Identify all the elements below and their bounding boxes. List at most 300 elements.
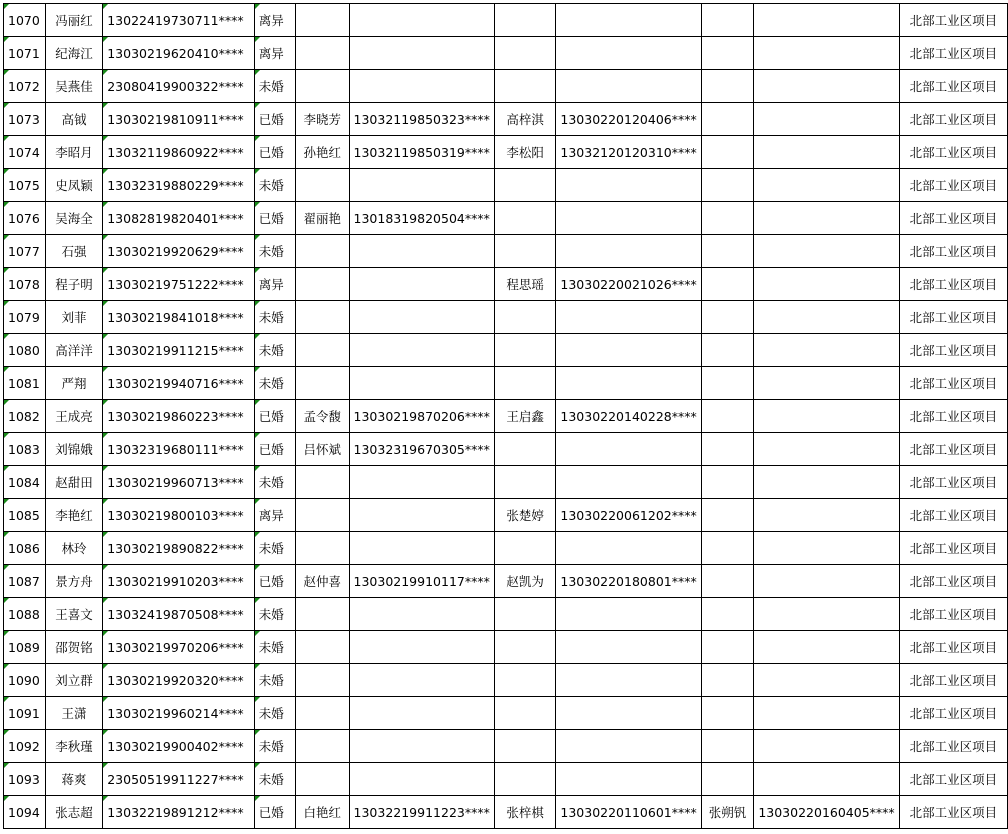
table-row: [4, 631, 1008, 664]
child-name-cell[interactable]: 王启鑫: [494, 400, 556, 433]
child-id-cell[interactable]: 13030220140228****: [556, 400, 701, 433]
marital-status-cell[interactable]: 未婚: [254, 532, 295, 565]
second-child-id-cell[interactable]: [754, 499, 899, 532]
child-name-cell[interactable]: [494, 334, 556, 367]
spouse-name-cell[interactable]: [296, 631, 349, 664]
second-child-id-cell[interactable]: [754, 235, 899, 268]
name-cell[interactable]: 李秋瑾: [45, 730, 102, 763]
second-child-id-cell[interactable]: [754, 433, 899, 466]
spouse-name-cell[interactable]: [296, 70, 349, 103]
bottom-margin: [0, 829, 1008, 834]
marital-status-cell[interactable]: 未婚: [254, 334, 295, 367]
name-cell[interactable]: 刘锦娥: [45, 433, 102, 466]
table-row: [4, 466, 1008, 499]
spouse-name-cell[interactable]: [296, 334, 349, 367]
id-number-cell[interactable]: 13030219960713****: [103, 466, 255, 499]
project-cell[interactable]: 北部工业区项目: [899, 730, 1007, 763]
marital-status-cell[interactable]: 未婚: [254, 169, 295, 202]
project-cell[interactable]: 北部工业区项目: [899, 400, 1007, 433]
row-number-cell[interactable]: 1086: [4, 532, 46, 565]
child-id-cell[interactable]: 13030220180801****: [556, 565, 701, 598]
row-number-cell[interactable]: 1091: [4, 697, 46, 730]
marital-status-cell[interactable]: 离异: [254, 4, 295, 37]
table-row: [4, 598, 1008, 631]
marital-status-cell[interactable]: 离异: [254, 268, 295, 301]
marital-status-cell[interactable]: 已婚: [254, 136, 295, 169]
project-cell[interactable]: 北部工业区项目: [899, 334, 1007, 367]
row-number-cell[interactable]: 1094: [4, 796, 46, 829]
second-child-name-cell[interactable]: [701, 268, 754, 301]
second-child-name-cell[interactable]: [701, 400, 754, 433]
name-cell[interactable]: 王潇: [45, 697, 102, 730]
second-child-name-cell[interactable]: [701, 202, 754, 235]
row-number-cell[interactable]: 1077: [4, 235, 46, 268]
spouse-id-cell[interactable]: [349, 664, 494, 697]
spouse-id-cell[interactable]: [349, 763, 494, 796]
second-child-id-cell[interactable]: [754, 631, 899, 664]
spouse-id-cell[interactable]: [349, 301, 494, 334]
row-number-cell[interactable]: 1082: [4, 400, 46, 433]
table-row: [4, 4, 1008, 37]
spouse-id-cell[interactable]: 13030219870206****: [349, 400, 494, 433]
second-child-name-cell[interactable]: [701, 70, 754, 103]
second-child-name-cell[interactable]: [701, 730, 754, 763]
name-cell[interactable]: 吴燕佳: [45, 70, 102, 103]
spouse-name-cell[interactable]: [296, 697, 349, 730]
second-child-id-cell[interactable]: 13030220160405****: [754, 796, 899, 829]
marital-status-cell[interactable]: 已婚: [254, 796, 295, 829]
table-row: [4, 169, 1008, 202]
child-id-cell[interactable]: [556, 301, 701, 334]
spouse-name-cell[interactable]: [296, 169, 349, 202]
name-cell[interactable]: 吴海全: [45, 202, 102, 235]
name-cell[interactable]: 高钺: [45, 103, 102, 136]
child-name-cell[interactable]: [494, 37, 556, 70]
spouse-id-cell[interactable]: [349, 598, 494, 631]
table-row: [4, 730, 1008, 763]
id-number-cell[interactable]: 13030219920320****: [103, 664, 255, 697]
row-number-cell[interactable]: 1075: [4, 169, 46, 202]
project-cell[interactable]: 北部工业区项目: [899, 103, 1007, 136]
second-child-name-cell[interactable]: [701, 532, 754, 565]
marital-status-cell[interactable]: 已婚: [254, 565, 295, 598]
row-number-cell[interactable]: 1073: [4, 103, 46, 136]
project-cell[interactable]: 北部工业区项目: [899, 466, 1007, 499]
second-child-id-cell[interactable]: [754, 103, 899, 136]
id-number-cell[interactable]: 13030219620410****: [103, 37, 255, 70]
child-name-cell[interactable]: [494, 235, 556, 268]
child-name-cell[interactable]: [494, 433, 556, 466]
spouse-id-cell[interactable]: 13018319820504****: [349, 202, 494, 235]
child-id-cell[interactable]: 13032120120310****: [556, 136, 701, 169]
child-id-cell[interactable]: [556, 37, 701, 70]
child-id-cell[interactable]: 13030220110601****: [556, 796, 701, 829]
child-id-cell[interactable]: [556, 631, 701, 664]
spouse-id-cell[interactable]: [349, 268, 494, 301]
child-id-cell[interactable]: [556, 169, 701, 202]
name-cell[interactable]: 石强: [45, 235, 102, 268]
second-child-id-cell[interactable]: [754, 730, 899, 763]
second-child-id-cell[interactable]: [754, 565, 899, 598]
project-cell[interactable]: 北部工业区项目: [899, 763, 1007, 796]
name-cell[interactable]: 史凤颖: [45, 169, 102, 202]
child-id-cell[interactable]: 13030220120406****: [556, 103, 701, 136]
row-number-cell[interactable]: 1087: [4, 565, 46, 598]
project-cell[interactable]: 北部工业区项目: [899, 268, 1007, 301]
second-child-name-cell[interactable]: [701, 631, 754, 664]
child-name-cell[interactable]: [494, 631, 556, 664]
table-row: [4, 268, 1008, 301]
marital-status-cell[interactable]: 未婚: [254, 70, 295, 103]
marital-status-cell[interactable]: 未婚: [254, 763, 295, 796]
second-child-id-cell[interactable]: [754, 334, 899, 367]
marital-status-cell[interactable]: 离异: [254, 499, 295, 532]
marital-status-cell[interactable]: 已婚: [254, 433, 295, 466]
table-row: [4, 301, 1008, 334]
row-number-cell[interactable]: 1085: [4, 499, 46, 532]
id-number-cell[interactable]: 13030219800103****: [103, 499, 255, 532]
second-child-name-cell[interactable]: [701, 103, 754, 136]
second-child-name-cell[interactable]: [701, 301, 754, 334]
project-cell[interactable]: 北部工业区项目: [899, 532, 1007, 565]
name-cell[interactable]: 林玲: [45, 532, 102, 565]
project-cell[interactable]: 北部工业区项目: [899, 136, 1007, 169]
id-number-cell[interactable]: 13030219911215****: [103, 334, 255, 367]
child-name-cell[interactable]: [494, 4, 556, 37]
spouse-id-cell[interactable]: 13032119850319****: [349, 136, 494, 169]
row-number-cell[interactable]: 1092: [4, 730, 46, 763]
child-id-cell[interactable]: [556, 598, 701, 631]
spouse-id-cell[interactable]: 13032319670305****: [349, 433, 494, 466]
row-number-cell[interactable]: 1072: [4, 70, 46, 103]
row-number-cell[interactable]: 1083: [4, 433, 46, 466]
second-child-name-cell[interactable]: [701, 4, 754, 37]
project-cell[interactable]: 北部工业区项目: [899, 37, 1007, 70]
project-cell[interactable]: 北部工业区项目: [899, 565, 1007, 598]
second-child-id-cell[interactable]: [754, 598, 899, 631]
project-cell[interactable]: 北部工业区项目: [899, 4, 1007, 37]
id-number-cell[interactable]: 13030219900402****: [103, 730, 255, 763]
second-child-name-cell[interactable]: [701, 598, 754, 631]
name-cell[interactable]: 李艳红: [45, 499, 102, 532]
project-cell[interactable]: 北部工业区项目: [899, 433, 1007, 466]
second-child-name-cell[interactable]: [701, 664, 754, 697]
second-child-name-cell[interactable]: [701, 235, 754, 268]
child-id-cell[interactable]: [556, 466, 701, 499]
table-row: [4, 433, 1008, 466]
second-child-id-cell[interactable]: [754, 136, 899, 169]
marital-status-cell[interactable]: 未婚: [254, 301, 295, 334]
id-number-cell[interactable]: 13030219910203****: [103, 565, 255, 598]
marital-status-cell[interactable]: 未婚: [254, 730, 295, 763]
name-cell[interactable]: 刘立群: [45, 664, 102, 697]
project-cell[interactable]: 北部工业区项目: [899, 202, 1007, 235]
project-cell[interactable]: 北部工业区项目: [899, 796, 1007, 829]
id-number-cell[interactable]: 23080419900322****: [103, 70, 255, 103]
child-name-cell[interactable]: 张楚婷: [494, 499, 556, 532]
project-cell[interactable]: 北部工业区项目: [899, 697, 1007, 730]
marital-status-cell[interactable]: 已婚: [254, 202, 295, 235]
child-name-cell[interactable]: 张梓棋: [494, 796, 556, 829]
spouse-name-cell[interactable]: 吕怀斌: [296, 433, 349, 466]
row-number-cell[interactable]: 1084: [4, 466, 46, 499]
id-number-cell[interactable]: 13030219940716****: [103, 367, 255, 400]
project-cell[interactable]: 北部工业区项目: [899, 631, 1007, 664]
row-number-cell[interactable]: 1093: [4, 763, 46, 796]
row-number-cell[interactable]: 1081: [4, 367, 46, 400]
second-child-id-cell[interactable]: [754, 202, 899, 235]
marital-status-cell[interactable]: 未婚: [254, 631, 295, 664]
second-child-id-cell[interactable]: [754, 169, 899, 202]
second-child-id-cell[interactable]: [754, 301, 899, 334]
name-cell[interactable]: 刘菲: [45, 301, 102, 334]
child-id-cell[interactable]: [556, 70, 701, 103]
spouse-id-cell[interactable]: 13032119850323****: [349, 103, 494, 136]
spouse-id-cell[interactable]: [349, 631, 494, 664]
row-number-cell[interactable]: 1089: [4, 631, 46, 664]
name-cell[interactable]: 程子明: [45, 268, 102, 301]
table-row: [4, 532, 1008, 565]
project-cell[interactable]: 北部工业区项目: [899, 664, 1007, 697]
table-row: [4, 664, 1008, 697]
name-cell[interactable]: 王喜文: [45, 598, 102, 631]
name-cell[interactable]: 赵甜田: [45, 466, 102, 499]
second-child-id-cell[interactable]: [754, 532, 899, 565]
child-id-cell[interactable]: [556, 730, 701, 763]
table-row: [4, 334, 1008, 367]
spouse-name-cell[interactable]: [296, 763, 349, 796]
spouse-name-cell[interactable]: [296, 664, 349, 697]
spouse-id-cell[interactable]: [349, 367, 494, 400]
second-child-name-cell[interactable]: [701, 697, 754, 730]
spouse-name-cell[interactable]: [296, 598, 349, 631]
data-table: [3, 3, 1008, 829]
id-number-cell[interactable]: 13032319680111****: [103, 433, 255, 466]
second-child-name-cell[interactable]: [701, 433, 754, 466]
spouse-name-cell[interactable]: 白艳红: [296, 796, 349, 829]
table-row: [4, 499, 1008, 532]
second-child-name-cell[interactable]: [701, 763, 754, 796]
second-child-id-cell[interactable]: [754, 697, 899, 730]
spouse-name-cell[interactable]: [296, 37, 349, 70]
row-number-cell[interactable]: 1074: [4, 136, 46, 169]
child-name-cell[interactable]: [494, 532, 556, 565]
table-row: [4, 136, 1008, 169]
spouse-id-cell[interactable]: [349, 235, 494, 268]
spouse-name-cell[interactable]: 翟丽艳: [296, 202, 349, 235]
second-child-id-cell[interactable]: [754, 664, 899, 697]
second-child-id-cell[interactable]: [754, 466, 899, 499]
id-number-cell[interactable]: 13030219890822****: [103, 532, 255, 565]
spouse-id-cell[interactable]: [349, 37, 494, 70]
spouse-name-cell[interactable]: [296, 730, 349, 763]
id-number-cell[interactable]: 13022419730711****: [103, 4, 255, 37]
project-cell[interactable]: 北部工业区项目: [899, 235, 1007, 268]
table-row: [4, 70, 1008, 103]
row-number-cell[interactable]: 1078: [4, 268, 46, 301]
spouse-id-cell[interactable]: [349, 697, 494, 730]
spouse-name-cell[interactable]: [296, 301, 349, 334]
second-child-id-cell[interactable]: [754, 70, 899, 103]
second-child-name-cell[interactable]: [701, 565, 754, 598]
id-number-cell[interactable]: 23050519911227****: [103, 763, 255, 796]
marital-status-cell[interactable]: 未婚: [254, 235, 295, 268]
child-name-cell[interactable]: 程思瑶: [494, 268, 556, 301]
id-number-cell[interactable]: 13030219960214****: [103, 697, 255, 730]
spouse-name-cell[interactable]: [296, 466, 349, 499]
child-name-cell[interactable]: [494, 664, 556, 697]
marital-status-cell[interactable]: 离异: [254, 37, 295, 70]
second-child-id-cell[interactable]: [754, 763, 899, 796]
spouse-name-cell[interactable]: 李晓芳: [296, 103, 349, 136]
second-child-name-cell[interactable]: [701, 367, 754, 400]
child-id-cell[interactable]: [556, 4, 701, 37]
child-name-cell[interactable]: [494, 598, 556, 631]
spouse-id-cell[interactable]: [349, 532, 494, 565]
row-number-cell[interactable]: 1071: [4, 37, 46, 70]
child-name-cell[interactable]: 赵凯为: [494, 565, 556, 598]
name-cell[interactable]: 张志超: [45, 796, 102, 829]
table-row: [4, 697, 1008, 730]
project-cell[interactable]: 北部工业区项目: [899, 598, 1007, 631]
child-name-cell[interactable]: [494, 202, 556, 235]
child-id-cell[interactable]: [556, 532, 701, 565]
child-id-cell[interactable]: 13030220021026****: [556, 268, 701, 301]
second-child-name-cell[interactable]: [701, 169, 754, 202]
child-id-cell[interactable]: [556, 334, 701, 367]
id-number-cell[interactable]: 13030219841018****: [103, 301, 255, 334]
spouse-name-cell[interactable]: [296, 532, 349, 565]
name-cell[interactable]: 邵贺铭: [45, 631, 102, 664]
child-name-cell[interactable]: [494, 70, 556, 103]
child-name-cell[interactable]: [494, 466, 556, 499]
marital-status-cell[interactable]: 未婚: [254, 598, 295, 631]
name-cell[interactable]: 景方舟: [45, 565, 102, 598]
second-child-name-cell[interactable]: [701, 136, 754, 169]
spouse-name-cell[interactable]: [296, 4, 349, 37]
table-row: [4, 103, 1008, 136]
child-id-cell[interactable]: [556, 367, 701, 400]
child-name-cell[interactable]: [494, 763, 556, 796]
row-number-cell[interactable]: 1090: [4, 664, 46, 697]
id-number-cell[interactable]: 13032419870508****: [103, 598, 255, 631]
second-child-name-cell[interactable]: [701, 466, 754, 499]
id-number-cell[interactable]: 13030219810911****: [103, 103, 255, 136]
spouse-id-cell[interactable]: 13032219911223****: [349, 796, 494, 829]
child-name-cell[interactable]: [494, 367, 556, 400]
row-number-cell[interactable]: 1088: [4, 598, 46, 631]
spouse-id-cell[interactable]: [349, 70, 494, 103]
second-child-id-cell[interactable]: [754, 4, 899, 37]
marital-status-cell[interactable]: 已婚: [254, 400, 295, 433]
child-id-cell[interactable]: [556, 202, 701, 235]
spouse-id-cell[interactable]: [349, 334, 494, 367]
id-number-cell[interactable]: 13030219970206****: [103, 631, 255, 664]
row-number-cell[interactable]: 1070: [4, 4, 46, 37]
spouse-name-cell[interactable]: [296, 235, 349, 268]
id-number-cell[interactable]: 13030219860223****: [103, 400, 255, 433]
child-id-cell[interactable]: [556, 433, 701, 466]
name-cell[interactable]: 纪海江: [45, 37, 102, 70]
spouse-name-cell[interactable]: 赵仲喜: [296, 565, 349, 598]
child-name-cell[interactable]: [494, 730, 556, 763]
project-cell[interactable]: 北部工业区项目: [899, 301, 1007, 334]
second-child-name-cell[interactable]: [701, 334, 754, 367]
child-name-cell[interactable]: 李松阳: [494, 136, 556, 169]
project-cell[interactable]: 北部工业区项目: [899, 169, 1007, 202]
spouse-id-cell[interactable]: 13030219910117****: [349, 565, 494, 598]
marital-status-cell[interactable]: 未婚: [254, 664, 295, 697]
child-id-cell[interactable]: [556, 697, 701, 730]
spouse-name-cell[interactable]: [296, 367, 349, 400]
spouse-name-cell[interactable]: [296, 499, 349, 532]
spouse-id-cell[interactable]: [349, 499, 494, 532]
child-id-cell[interactable]: [556, 235, 701, 268]
table-row: [4, 763, 1008, 796]
child-id-cell[interactable]: 13030220061202****: [556, 499, 701, 532]
id-number-cell[interactable]: 13030219920629****: [103, 235, 255, 268]
second-child-id-cell[interactable]: [754, 367, 899, 400]
spouse-id-cell[interactable]: [349, 4, 494, 37]
name-cell[interactable]: 蒋爽: [45, 763, 102, 796]
marital-status-cell[interactable]: 未婚: [254, 466, 295, 499]
name-cell[interactable]: 高洋洋: [45, 334, 102, 367]
spouse-name-cell[interactable]: 孟令馥: [296, 400, 349, 433]
name-cell[interactable]: 王成亮: [45, 400, 102, 433]
marital-status-cell[interactable]: 未婚: [254, 697, 295, 730]
second-child-id-cell[interactable]: [754, 37, 899, 70]
id-number-cell[interactable]: 13032119860922****: [103, 136, 255, 169]
table-row: [4, 37, 1008, 70]
id-number-cell[interactable]: 13032319880229****: [103, 169, 255, 202]
name-cell[interactable]: 严翔: [45, 367, 102, 400]
second-child-name-cell[interactable]: [701, 37, 754, 70]
spouse-id-cell[interactable]: [349, 730, 494, 763]
row-number-cell[interactable]: 1079: [4, 301, 46, 334]
table-row: [4, 400, 1008, 433]
project-cell[interactable]: 北部工业区项目: [899, 70, 1007, 103]
second-child-id-cell[interactable]: [754, 400, 899, 433]
name-cell[interactable]: 冯丽红: [45, 4, 102, 37]
second-child-id-cell[interactable]: [754, 268, 899, 301]
table-row: [4, 796, 1008, 829]
name-cell[interactable]: 李昭月: [45, 136, 102, 169]
table-row: [4, 565, 1008, 598]
child-name-cell[interactable]: 高梓淇: [494, 103, 556, 136]
child-id-cell[interactable]: [556, 664, 701, 697]
row-number-cell[interactable]: 1080: [4, 334, 46, 367]
spouse-name-cell[interactable]: [296, 268, 349, 301]
child-name-cell[interactable]: [494, 301, 556, 334]
spouse-name-cell[interactable]: 孙艳红: [296, 136, 349, 169]
child-name-cell[interactable]: [494, 697, 556, 730]
spouse-id-cell[interactable]: [349, 169, 494, 202]
id-number-cell[interactable]: 13082819820401****: [103, 202, 255, 235]
row-number-cell[interactable]: 1076: [4, 202, 46, 235]
second-child-name-cell[interactable]: [701, 499, 754, 532]
spouse-id-cell[interactable]: [349, 466, 494, 499]
marital-status-cell[interactable]: 未婚: [254, 367, 295, 400]
id-number-cell[interactable]: 13030219751222****: [103, 268, 255, 301]
table-row: [4, 367, 1008, 400]
child-id-cell[interactable]: [556, 763, 701, 796]
marital-status-cell[interactable]: 已婚: [254, 103, 295, 136]
project-cell[interactable]: 北部工业区项目: [899, 499, 1007, 532]
project-cell[interactable]: 北部工业区项目: [899, 367, 1007, 400]
second-child-name-cell[interactable]: 张朔钒: [701, 796, 754, 829]
child-name-cell[interactable]: [494, 169, 556, 202]
id-number-cell[interactable]: 13032219891212****: [103, 796, 255, 829]
